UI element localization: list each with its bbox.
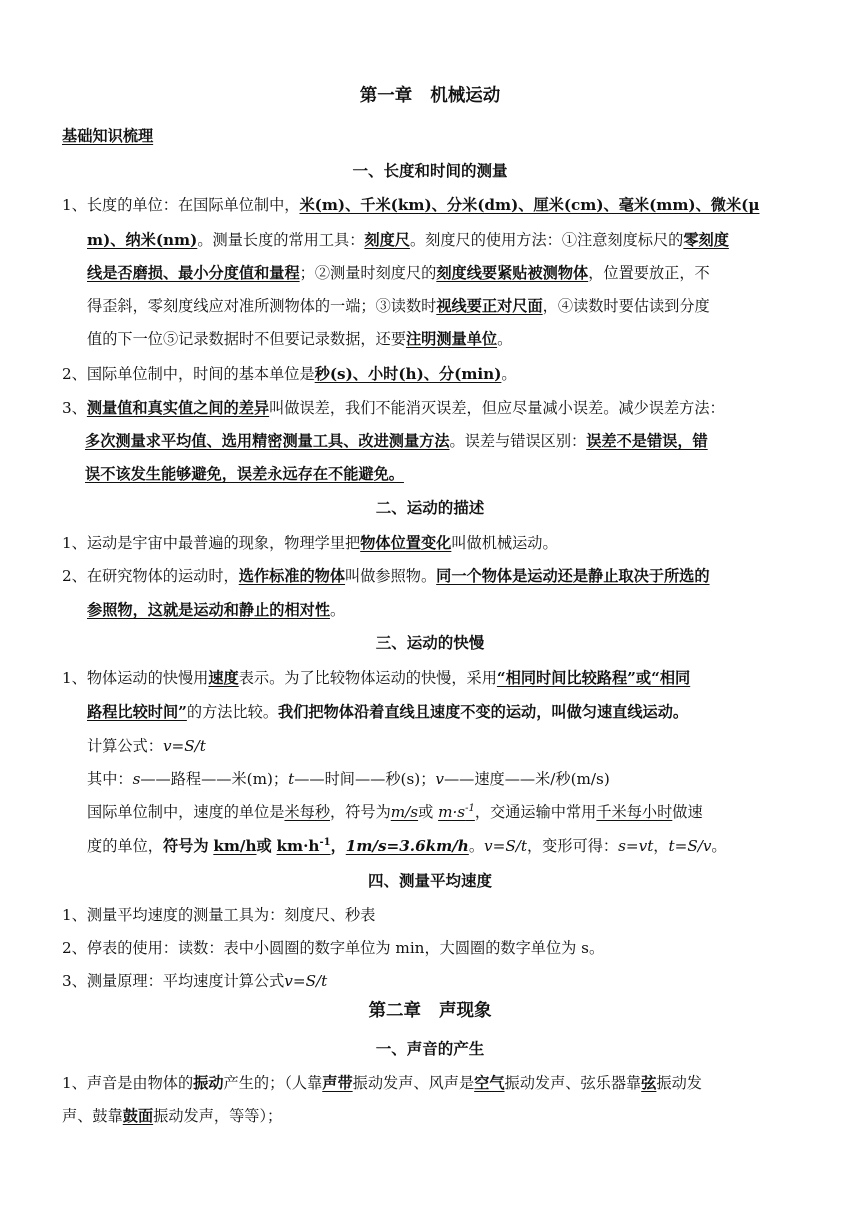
emphasis: 秒(s)、小时(h)、分(min) [314, 365, 502, 383]
emphasis: “相同时间比较路程”或“相同 [496, 669, 691, 687]
text: 叫做参照物。 [345, 567, 437, 585]
text: 计算公式： [87, 737, 163, 755]
text: 。 [330, 601, 346, 619]
subsection-heading: 四、测量平均速度 [367, 871, 492, 890]
emphasis: 路程比较时间” [87, 703, 187, 721]
text: 声、鼓靠 [62, 1107, 123, 1125]
text: 2、在研究物体的运动时， [62, 567, 239, 585]
paragraph-line [87, 263, 710, 283]
emphasis: 多次测量求平均值、选用精密测量工具、改进测量方法 [85, 432, 450, 450]
text: 1、长度的单位：在国际单位制中， [62, 196, 300, 214]
paragraph-line [62, 1106, 282, 1126]
chapter-title [0, 86, 860, 106]
text: ，位置要放正，不 [588, 264, 710, 282]
subsection-heading: 三、运动的快慢 [375, 633, 485, 652]
emphasis: 物体位置变化 [360, 534, 452, 552]
text: 得歪斜，零刻度线应对准所测物体的一端；③读数时 [87, 297, 437, 315]
text: 振动发声、弦乐器靠 [504, 1074, 642, 1092]
text: 。 [468, 837, 485, 855]
chapter-number: 第一章 [359, 86, 413, 106]
emphasis: m)、纳米(nm) [87, 231, 198, 249]
text: 。误差与错误区别： [449, 432, 587, 450]
text: 。 [501, 365, 517, 383]
text: 振动发 [656, 1074, 702, 1092]
text: 。刻度尺的使用方法：①注意刻度标尺的 [409, 231, 684, 249]
bold-text: 或 [256, 837, 272, 855]
paragraph-line [87, 836, 727, 856]
subsection-heading: 一、声音的产生 [375, 1039, 485, 1058]
text: 叫做机械运动。 [451, 534, 558, 552]
unit-base: km·h [276, 837, 320, 855]
text: 1、运动是宇宙中最普遍的现象，物理学里把 [62, 534, 361, 552]
unit-symbol: m/s [390, 803, 419, 821]
text: 。 [711, 837, 727, 855]
text: 度的单位， [87, 837, 163, 855]
emphasis: 线是否磨损、最小分度值和量程 [87, 264, 300, 282]
unit-symbol [277, 837, 331, 855]
paragraph-line [62, 364, 517, 384]
paragraph-line [87, 329, 512, 349]
bold-text: ， [330, 837, 346, 855]
text: ——路程——米(m)； [140, 770, 289, 788]
unit-symbol [438, 803, 475, 821]
paragraph-line [62, 398, 725, 418]
text: ；②测量时刻度尺的 [299, 264, 437, 282]
section-title: 基础知识梳理 [62, 127, 154, 145]
text: 或 [418, 803, 434, 821]
superscript: -1 [465, 802, 475, 814]
text: ， [653, 837, 669, 855]
paragraph-line: 1、测量平均速度的测量工具为：刻度尺、秒表 [62, 906, 376, 924]
bold-text: 振动 [193, 1074, 224, 1092]
underlined: 米每秒 [284, 803, 330, 821]
variable: s [132, 770, 141, 788]
paragraph-line [87, 230, 729, 250]
paragraph-line [87, 802, 703, 822]
text: 振动发声，等等）； [153, 1107, 283, 1125]
emphasis: 测量值和真实值之间的差异 [86, 399, 270, 417]
paragraph-line [62, 195, 759, 215]
text: 。 [497, 330, 513, 348]
text: 值的下一位⑤记录数据时不但要记录数据，还要 [87, 330, 406, 348]
emphasis: 参照物，这就是运动和静止的相对性 [87, 601, 330, 619]
text: 叫做误差，我们不能消灭误差，但应尽量减小误差。减少误差方法： [269, 399, 725, 417]
emphasis: 视线要正对尺面 [436, 297, 543, 315]
text: ——速度——米/秒(m/s) [443, 770, 610, 788]
conversion: 1m/s=3.6km/h [345, 837, 469, 855]
formula-legend [87, 769, 610, 789]
paragraph-line [85, 431, 708, 451]
emphasis: 空气 [474, 1074, 505, 1092]
text: 1、物体运动的快慢用 [62, 669, 209, 687]
emphasis: 刻度尺 [364, 231, 410, 249]
paragraph-line [62, 1073, 702, 1093]
text: 表示。为了比较物体运动的快慢，采用 [238, 669, 497, 687]
variable: v [435, 770, 444, 788]
text: 做速 [672, 803, 703, 821]
emphasis: 鼓面 [122, 1107, 154, 1125]
emphasis: 选作标准的物体 [238, 567, 346, 585]
chapter-name: 机械运动 [430, 86, 501, 106]
text: 3、 [62, 399, 87, 417]
emphasis: 速度 [208, 669, 239, 687]
formula-line [87, 736, 206, 756]
paragraph-line [87, 600, 345, 620]
emphasis: 误差不是错误，错 [586, 432, 708, 450]
formula: s=vt [618, 837, 654, 855]
formula: t=S/v [668, 837, 712, 855]
variable: t [288, 770, 295, 788]
subsection-heading: 一、长度和时间的测量 [352, 161, 508, 180]
paragraph-line: 2、停表的使用：读数：表中小圆圈的数字单位为 min，大圆圈的数字单位为 s。 [62, 939, 605, 957]
underlined: 千米每小时 [596, 803, 673, 821]
paragraph-line [62, 566, 710, 586]
emphasis: 米(m)、千米(km)、分米(dm)、厘米(cm)、毫米(mm)、微米(μ [299, 196, 760, 214]
text: 3、测量原理：平均速度计算公式 [62, 972, 285, 990]
emphasis: 声带 [322, 1074, 353, 1092]
text: 1、声音是由物体的 [62, 1074, 194, 1092]
text: 的方法比较。 [186, 703, 278, 721]
unit-symbol: km/h [213, 837, 257, 855]
emphasis: 同一个物体是运动还是静止取决于所选的 [436, 567, 710, 585]
text: 产生的；（人靠 [223, 1074, 323, 1092]
paragraph-line [62, 668, 690, 688]
emphasis: 零刻度 [683, 231, 729, 249]
text: ，符号为 [330, 803, 391, 821]
text: 2、国际单位制中，时间的基本单位是 [62, 365, 315, 383]
paragraph-line [62, 533, 558, 553]
bold-text: 符号为 [162, 837, 209, 855]
formula: v=S/t [284, 972, 328, 990]
text: ——时间——秒(s)； [294, 770, 436, 788]
superscript: -1 [319, 836, 331, 848]
text: ，④读数时要估读到分度 [542, 297, 710, 315]
paragraph-line [62, 971, 327, 991]
emphasis: 刻度线要紧贴被测物体 [436, 264, 589, 282]
formula: v=S/t [162, 737, 206, 755]
text: ，交通运输中常用 [474, 803, 597, 821]
formula: v=S/t [484, 837, 527, 855]
text: 。测量长度的常用工具： [197, 231, 365, 249]
chapter-number: 第二章 [368, 1001, 421, 1021]
paragraph-line [87, 296, 710, 316]
emphasis: 弦 [641, 1074, 657, 1092]
text: 国际单位制中，速度的单位是 [87, 803, 285, 821]
text: 其中： [87, 770, 133, 788]
bold-text: 我们把物体沿着直线且速度不变的运动，叫做匀速直线运动。 [278, 703, 689, 721]
chapter-title [0, 1001, 860, 1021]
text: ，变形可得： [526, 837, 619, 855]
emphasis: 注明测量单位 [405, 330, 498, 348]
subsection-heading: 二、运动的描述 [375, 498, 485, 517]
chapter-name: 声现象 [439, 1001, 492, 1021]
text: 振动发声、风声是 [352, 1074, 475, 1092]
paragraph-line [87, 702, 688, 722]
paragraph-line: 误不该发生能够避免，误差永远存在不能避免。 [85, 465, 404, 483]
unit-base: m·s [438, 803, 466, 821]
